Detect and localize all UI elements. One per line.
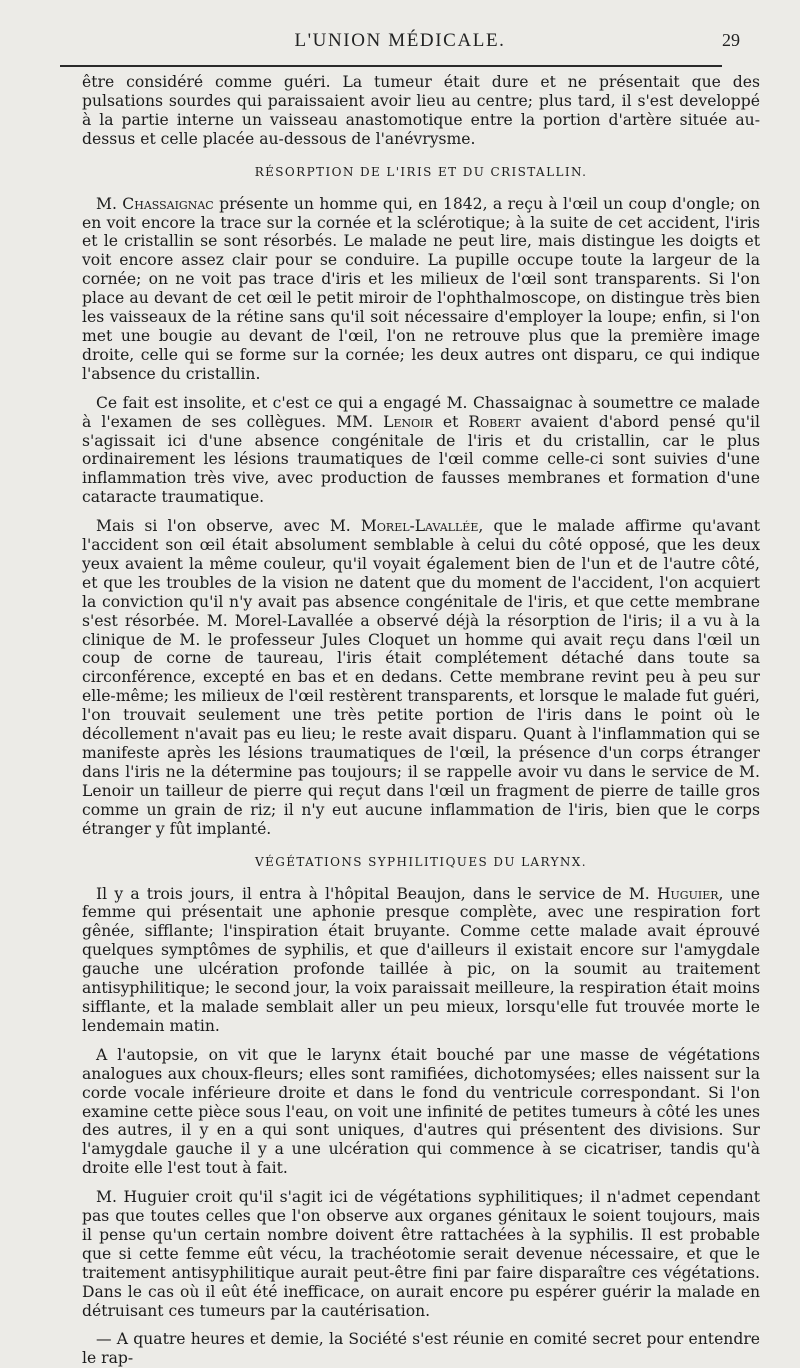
text-run: Il y a trois jours, il entra à l'hôpital Beaujon, dans le service de M. [96,884,657,903]
header-rule [60,65,722,67]
section-heading-iris: RÉSORPTION DE L'IRIS ET DU CRISTALLIN. [254,164,588,179]
person-name: Robert [468,412,521,431]
text-run: M. [96,194,123,213]
paragraph [82,885,760,1036]
text-run: , une femme qui présentait une aphonie presque complète, avec une respiration fort gênée, sifflante; l'inspiration était bruyante. Comme cette malade avait éprouvé quelques symptômes de syphilis, et que d'ailleurs il existait encore sur l'amygdale gauche une ulcération profonde taillée à pic, on la soumit au traitement antisyphilitique; le second jour, la voix paraissait meilleure, la respiration était moins sifflante, et la malade semblait aller un peu mieux, lorsqu'elle fut trouvée morte le lendemain matin. [82,884,760,1035]
text-run: et [432,412,469,431]
journal-title: L'UNION MÉDICALE. [294,30,506,51]
paragraph-continued: être considéré comme guéri. La tumeur était dure et ne présentait que des pulsations sourdes qui paraissaient avoir lieu au centre; plus tard, il s'est developpé à la partie interne un vaisseau anastomotique entre la portion d'artère située au-dessus et celle placée au-dessous de l'anévrysme. [82,73,760,148]
page-number: 29 [722,30,740,50]
article-body [82,73,760,1368]
paragraph: — A quatre heures et demie, la Société s'est réunie en comité secret pour entendre le rap- [82,1330,760,1368]
text-run: avaient d'abord pensé qu'il s'agissait ici d'une absence congénitale de l'iris et du cristallin, car le plus ordinairement les lésions traumatiques de l'œil comme celle-ci sont suivies d'une inflammation très vive, avec production de fausses membranes et formation d'une cataracte traumatique. [82,412,760,507]
paragraph: M. Huguier croit qu'il s'agit ici de végétations syphilitiques; il n'admet cependant pas que toutes celles que l'on observe aux organes génitaux le soient toujours, mais il pense qu'un certain nombre doivent être rattachées à la syphilis. Il est probable que si cette femme eût vécu, la trachéotomie serait devenue nécessaire, et que le traitement antisyphilitique aurait peut-être fini par faire disparaître ces végétations. Dans le cas où il eût été inefficace, on aurait encore pu espérer guérir la malade en détruisant ces tumeurs par la cautérisation. [82,1188,760,1320]
paragraph: A l'autopsie, on vit que le larynx était bouché par une masse de végétations analogues aux choux-fleurs; elles sont ramifiées, dichotomysées; elles naissent sur la corde vocale inférieure droite et dans le fond du ventricule correspondant. Si l'on examine cette pièce sous l'eau, on voit une infinité de petites tumeurs à côté les unes des autres, il y en a qui sont uniques, d'autres qui présentent des divisions. Sur l'amygdale gauche il y a une ulcération qui commence à se cicatriser, tandis qu'à droite elle l'est tout à fait. [82,1045,760,1178]
section-heading-larynx: VÉGÉTATIONS SYPHILITIQUES DU LARYNX. [255,854,587,869]
person-name: Huguier [656,884,719,903]
text-run: présente un homme qui, en 1842, a reçu à l'œil un coup d'ongle; on en voit encore la trace sur la cornée et la sclérotique; à la suite de cet accident, l'iris et le cristallin se sont résorbés. Le malade ne peut lire, mais distingue les doigts et voit encore assez clair pour se conduire. La pupille occupe toute la largeur de la cornée; on ne voit pas trace d'iris et les milieux de l'œil sont transparents. Si l'on place au devant de cet œil le petit miroir de l'ophthalmoscope, on distingue très bien les vaisseaux de la rétine sans qu'il soit nécessaire d'employer la loupe; enfin, si l'on met une bougie au devant de l'œil, l'on ne retrouve plus que la première image droite, celle qui se forme sur la cornée; les deux autres ont disparu, ce qui indique l'absence du cristallin. [82,194,760,383]
text-run: Ce fait est insolite, et c'est ce qui a engagé M. Chassaignac à soumettre ce malade à l'examen de ses collègues. MM. [82,393,760,431]
person-name: Chassaignac [122,194,214,213]
paragraph [82,195,760,384]
person-name: Lenoir [383,412,433,431]
paragraph [82,394,760,507]
running-head [60,30,740,56]
text-run: Mais si l'on observe, avec M. [96,517,361,536]
text-run: , que le malade affirme qu'avant l'accident son œil était absolument semblable à celui du côté opposé, que les deux yeux avaient la même couleur, qu'il voyait également bien de l'un et de l'autre côté, et que les troubles de la vision ne datent que du moment de l'accident, l'on acquiert la conviction qu'il n'y avait pas absence congénitale de l'iris, et que cette membrane s'est résorbée. M. Morel-Lavallée a observé déjà la résorption de l'iris; il a vu à la clinique de M. le professeur Jules Cloquet un homme qui avait reçu dans l'œil un coup de corne de taureau, l'iris était complétement détaché dans toute sa circonférence, excepté en bas et en dedans. Cette membrane revint peu à peu sur elle-même; les milieux de l'œil restèrent transparents, et lorsque le malade fut guéri, l'on trouvait seulement une très petite portion de l'iris dans le point où le décollement n'avait pas eu lieu; le reste avait disparu. Quant à l'inflammation qui se manifeste après les lésions traumatiques de l'œil, la présence d'un corps étranger dans l'iris ne la détermine pas toujours; il se rappelle avoir vu dans le service de M. Lenoir un tailleur de pierre qui reçut dans l'œil un fragment de pierre de taille gros comme un grain de riz; il n'y eut aucune inflammation de l'iris, bien que le corps étranger y fût implanté. [82,517,760,838]
person-name: Morel-Lavallée [360,517,479,536]
paragraph [82,517,760,838]
